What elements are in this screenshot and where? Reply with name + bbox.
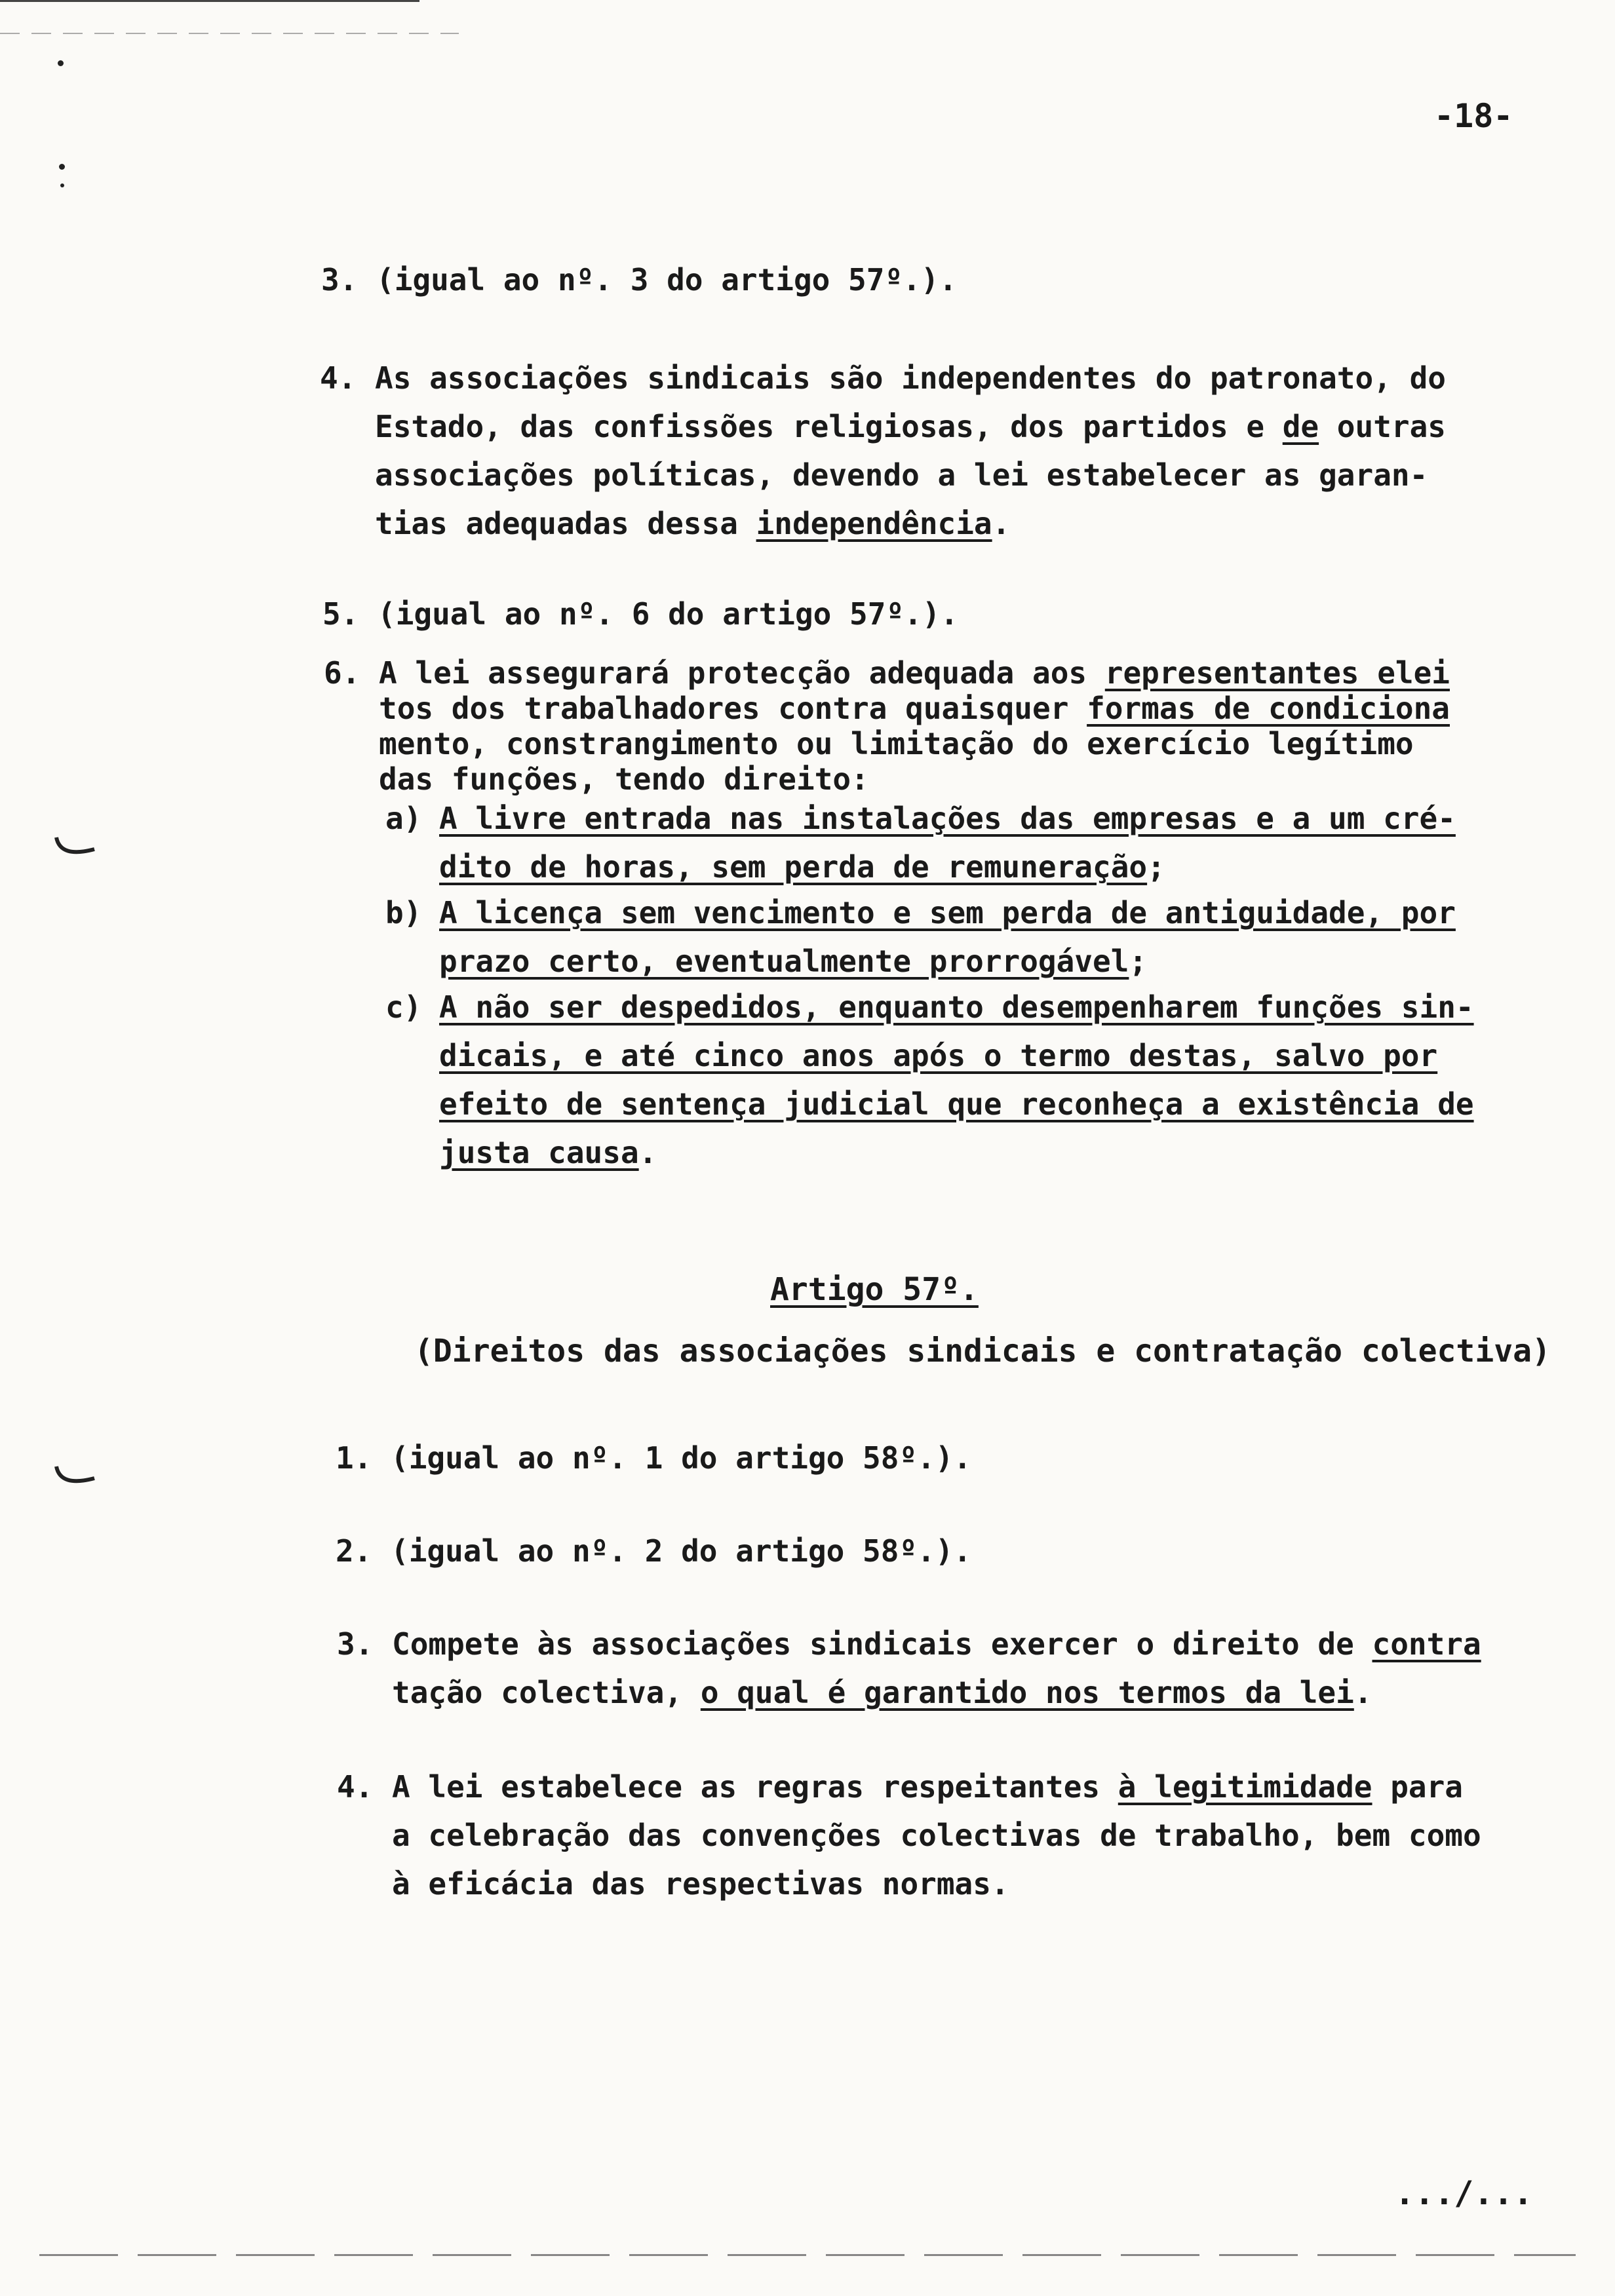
scan-dot bbox=[59, 164, 65, 170]
paragraph-number: 6. bbox=[324, 655, 360, 691]
paragraph-line: das funções, tendo direito: bbox=[379, 761, 869, 797]
article-paragraph-2 bbox=[336, 1527, 971, 1575]
paragraph-number: 4. bbox=[337, 1769, 374, 1805]
paragraph-line bbox=[320, 402, 1446, 451]
underlined-text: à legitimidade bbox=[1118, 1769, 1372, 1805]
paragraph-text: (igual ao nº. 6 do artigo 57º.). bbox=[378, 596, 959, 632]
scan-dot bbox=[60, 183, 64, 187]
paragraph-6 bbox=[324, 655, 1450, 797]
text-run: Compete às associações sindicais exercer o direito de bbox=[392, 1626, 1372, 1662]
underlined-text: dito de horas, sem perda de remuneração bbox=[439, 849, 1148, 885]
paragraph-number: 5. bbox=[322, 596, 359, 632]
paragraph-3 bbox=[321, 256, 957, 304]
text-run: tos dos trabalhadores contra quaisquer bbox=[379, 691, 1087, 726]
underlined-text: prazo certo, eventualmente prorrogável bbox=[439, 944, 1129, 979]
text-run: outras bbox=[1319, 409, 1446, 444]
underlined-text: contra bbox=[1372, 1626, 1481, 1662]
sub-item-c bbox=[385, 983, 1474, 1177]
text-run: A lei assegurará protecção adequada aos bbox=[379, 655, 1105, 691]
text-run: para bbox=[1372, 1769, 1463, 1805]
scan-edge-line bbox=[39, 2254, 1576, 2256]
underlined-text: independência bbox=[756, 506, 992, 541]
article-paragraph-1 bbox=[336, 1434, 971, 1482]
underlined-text: o qual é garantido nos termos da lei bbox=[700, 1675, 1354, 1710]
article-paragraph-3 bbox=[337, 1620, 1481, 1717]
text-run: tação colectiva, bbox=[392, 1675, 701, 1710]
sub-item-label: b) bbox=[385, 895, 422, 930]
sub-item-b bbox=[385, 889, 1456, 985]
scan-dot bbox=[58, 60, 64, 66]
text-run: Estado, das confissões religiosas, dos partidos e bbox=[375, 409, 1283, 444]
text-run: A lei estabelece as regras respeitantes bbox=[392, 1769, 1118, 1805]
paragraph-4 bbox=[320, 354, 1446, 548]
continuation-marker: .../... bbox=[1395, 2174, 1533, 2212]
text-run: . bbox=[1353, 1675, 1372, 1710]
article-paragraph-4 bbox=[337, 1763, 1481, 1908]
binding-mark-icon bbox=[52, 1461, 98, 1494]
paragraph-line bbox=[324, 691, 1450, 726]
article-subtitle: (Direitos das associações sindicais e contratação colectiva) bbox=[414, 1333, 1551, 1369]
paragraph-line: a celebração das convenções colectivas de trabalho, bem como bbox=[392, 1818, 1481, 1853]
sub-item-line: A livre entrada nas instalações das empresas e a um cré- bbox=[439, 801, 1456, 836]
sub-item-line: dicais, e até cinco anos após o termo destas, salvo por bbox=[439, 1038, 1438, 1073]
sub-item-line: efeito de sentença judicial que reconheça a existência de bbox=[439, 1086, 1474, 1122]
paragraph-text: (igual ao nº. 1 do artigo 58º.). bbox=[391, 1440, 972, 1476]
text-run: ; bbox=[1147, 849, 1165, 885]
paragraph-number: 1. bbox=[336, 1440, 372, 1476]
text-run: tias adequadas dessa bbox=[375, 506, 756, 541]
sub-item-line: A não ser despedidos, enquanto desempenharem funções sin- bbox=[439, 989, 1474, 1025]
paragraph-number: 3. bbox=[337, 1626, 374, 1662]
sub-item-label: c) bbox=[385, 989, 422, 1025]
sub-item-line bbox=[385, 843, 1456, 891]
sub-item-line bbox=[385, 937, 1456, 985]
sub-item-line: A licença sem vencimento e sem perda de antiguidade, por bbox=[439, 895, 1456, 930]
paragraph-line: à eficácia das respectivas normas. bbox=[392, 1866, 1009, 1902]
underlined-text: de bbox=[1282, 409, 1319, 444]
scan-edge-line bbox=[0, 0, 419, 2]
scan-edge-line bbox=[0, 33, 459, 34]
article-title: Artigo 57º. bbox=[770, 1271, 979, 1308]
paragraph-line: mento, constrangimento ou limitação do exercício legítimo bbox=[379, 726, 1414, 761]
paragraph-line: As associações sindicais são independentes do patronato, do bbox=[375, 360, 1446, 396]
paragraph-text: (igual ao nº. 3 do artigo 57º.). bbox=[376, 262, 958, 297]
sub-item-line bbox=[385, 1128, 1474, 1177]
page-number: -18- bbox=[1434, 97, 1513, 135]
paragraph-5 bbox=[322, 590, 958, 638]
sub-item-a bbox=[385, 794, 1456, 891]
text-run: ; bbox=[1129, 944, 1148, 979]
paragraph-number: 4. bbox=[320, 360, 357, 396]
paragraph-number: 3. bbox=[321, 262, 358, 297]
text-run: . bbox=[638, 1135, 657, 1170]
paragraph-line bbox=[320, 499, 1446, 548]
underlined-text: formas de condiciona bbox=[1087, 691, 1450, 726]
sub-item-label: a) bbox=[385, 801, 422, 836]
paragraph-line bbox=[337, 1668, 1481, 1717]
binding-mark-icon bbox=[52, 832, 98, 865]
underlined-text: justa causa bbox=[439, 1135, 639, 1170]
paragraph-line: associações políticas, devendo a lei estabelecer as garan- bbox=[375, 457, 1428, 493]
underlined-text: representantes elei bbox=[1104, 655, 1450, 691]
text-run: . bbox=[992, 506, 1011, 541]
paragraph-text: (igual ao nº. 2 do artigo 58º.). bbox=[391, 1533, 972, 1569]
paragraph-number: 2. bbox=[336, 1533, 372, 1569]
